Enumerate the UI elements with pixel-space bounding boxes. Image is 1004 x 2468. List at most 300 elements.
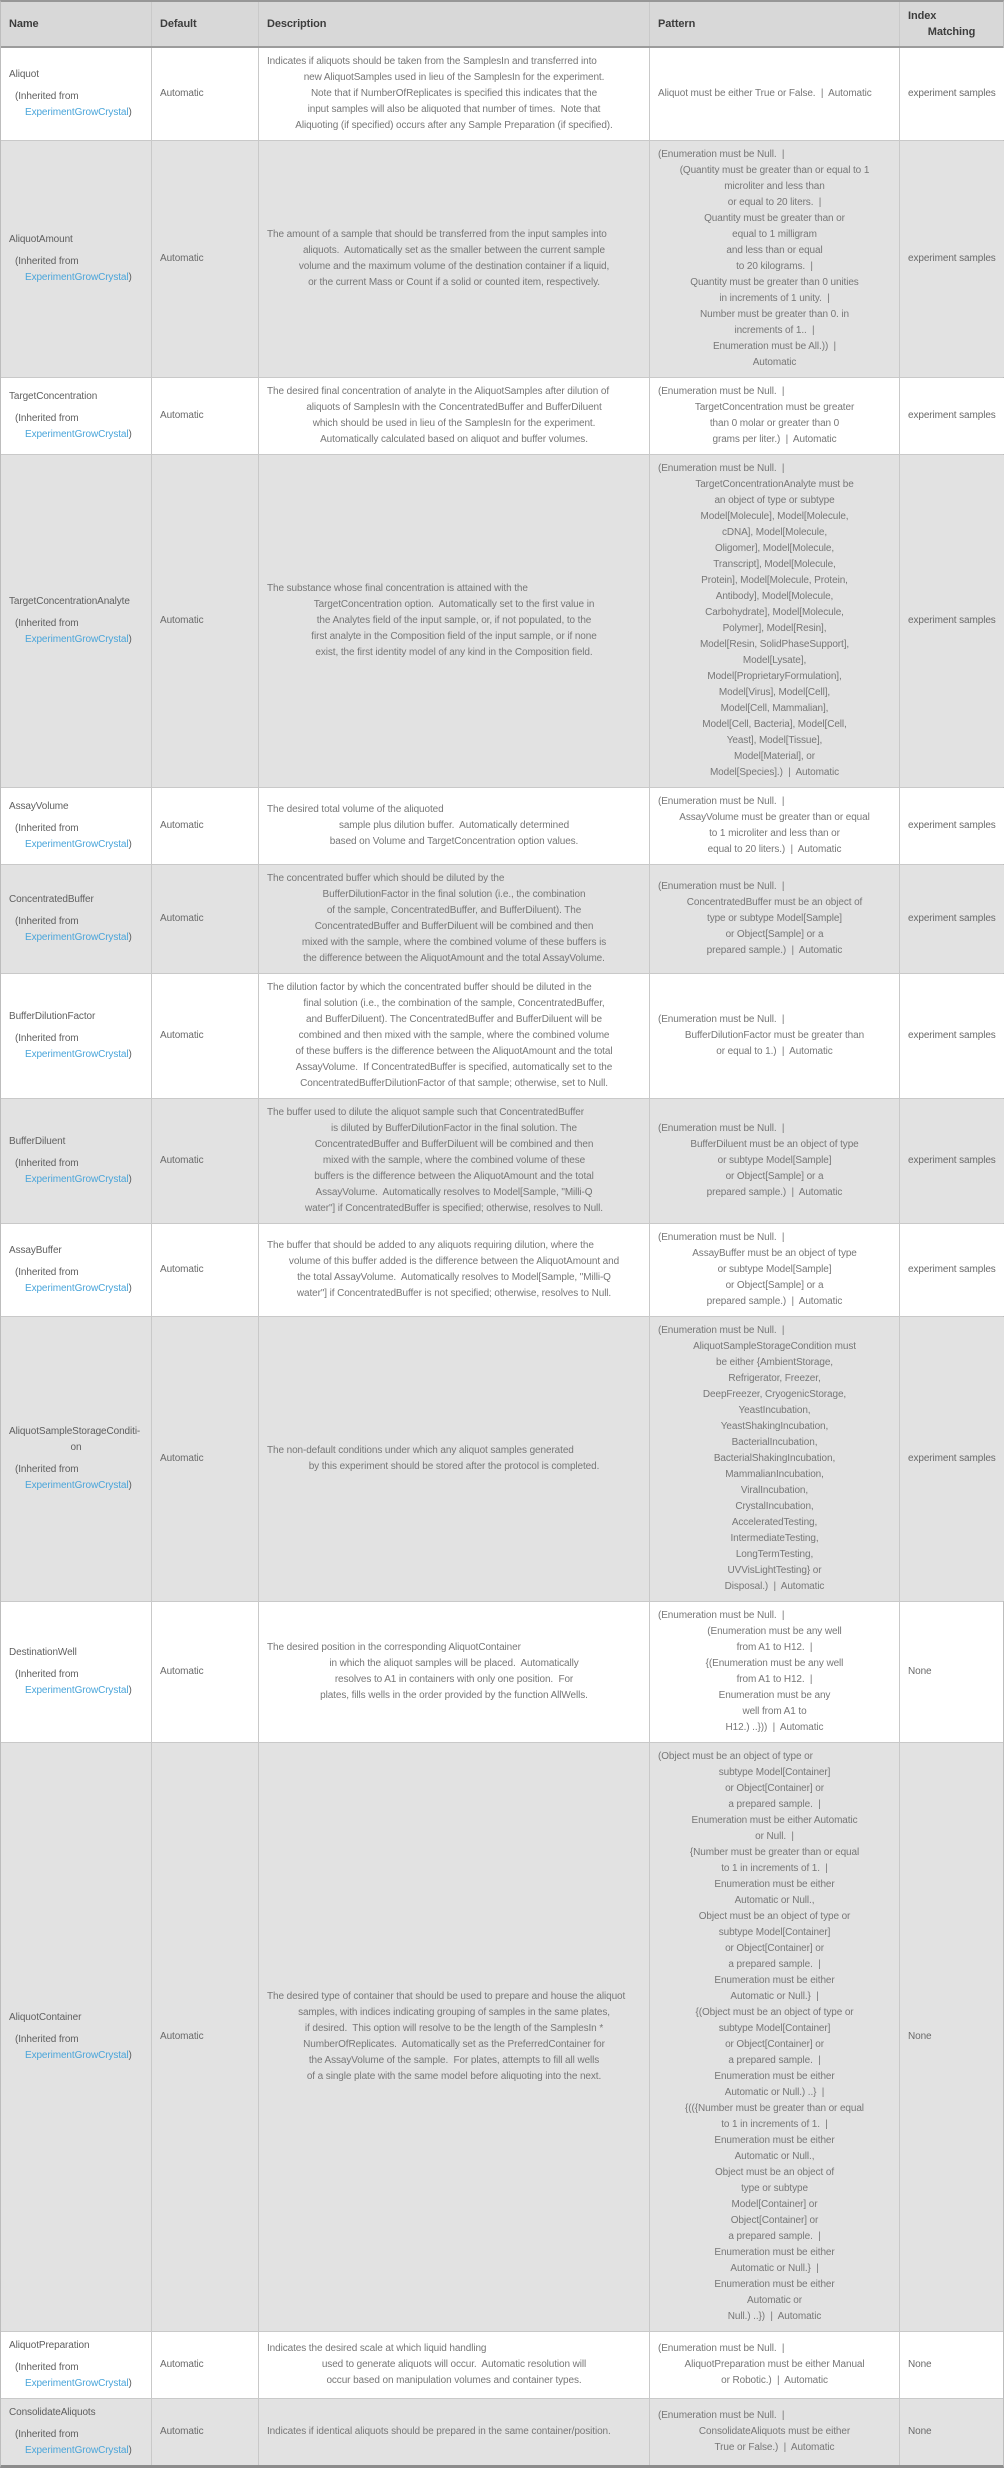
description-line: The buffer that should be added to any aliquots requiring dilution, where the <box>267 1240 594 1251</box>
name-cell <box>1 788 152 864</box>
name-cell <box>1 1317 152 1601</box>
option-name-line: AssayVolume <box>9 801 69 812</box>
header-name <box>1 2 152 46</box>
default-cell <box>152 48 259 140</box>
pattern-cell <box>650 1224 900 1316</box>
option-name <box>9 2010 143 2026</box>
inherited-link[interactable]: ExperimentGrowCrystal <box>25 429 129 440</box>
option-name <box>9 1424 143 1456</box>
pattern-line: Model[Resin, SolidPhaseSupport], <box>699 639 850 650</box>
pattern-line: {(({Number must be greater than or equal <box>685 2103 864 2114</box>
pattern-line: BacterialIncubation, <box>731 1437 818 1448</box>
inherited-from-line <box>9 1047 143 1063</box>
pattern-line: Polymer], Model[Resin], <box>722 623 827 634</box>
inherited-link[interactable]: ExperimentGrowCrystal <box>25 1174 129 1185</box>
inherited-from-label: (Inherited from <box>15 823 79 834</box>
pattern-line: Model[Cell, Mammalian], <box>720 703 829 714</box>
description-line: BufferDilutionFactor in the final solution (i.e., the combination <box>322 889 586 900</box>
option-name-line: ConcentratedBuffer <box>9 894 94 905</box>
pattern-line: Antibody], Model[Molecule, <box>715 591 834 602</box>
default-cell <box>152 2332 259 2398</box>
description-line: mixed with the sample, where the combined volume of these <box>322 1155 586 1166</box>
pattern-line: type or subtype Model[Sample] <box>707 913 842 924</box>
inherited-close-paren: ) <box>128 1283 132 1294</box>
header-index-matching <box>900 2 1003 46</box>
index-matching-cell <box>900 378 1004 454</box>
description-line: ConcentratedBuffer and BufferDiluent will be combined and then <box>314 1139 594 1150</box>
pattern-line: or Object[Sample] or a <box>725 929 824 940</box>
pattern-cell <box>650 48 900 140</box>
pattern-line: increments of 1.. | <box>734 325 815 336</box>
pattern-line: ConcentratedBuffer must be an object of <box>686 897 863 908</box>
index-matching-value: experiment samples <box>908 1453 996 1464</box>
pattern-line: (Enumeration must be any well <box>707 1626 842 1637</box>
index-matching-cell <box>900 141 1004 377</box>
description-line: The concentrated buffer which should be diluted by the <box>267 873 505 884</box>
name-cell <box>1 1099 152 1223</box>
pattern-line: Model[Lysate], <box>742 655 807 666</box>
pattern-line: {(Enumeration must be any well <box>705 1658 844 1669</box>
pattern-line: BacterialShakingIncubation, <box>713 1453 836 1464</box>
description-line: the AssayVolume of the sample. For plates, attempts to fill all wells <box>308 2055 600 2066</box>
description-line: Aliquoting (if specified) occurs after any Sample Preparation (if specified). <box>295 120 613 131</box>
inherited-link[interactable]: ExperimentGrowCrystal <box>25 2445 129 2456</box>
inherited-from-line <box>9 632 143 648</box>
index-matching-value: experiment samples <box>908 615 996 626</box>
pattern-line: a prepared sample. | <box>728 2055 821 2066</box>
pattern-line: Yeast], Model[Tissue], <box>726 735 823 746</box>
description-cell <box>259 455 650 787</box>
inherited-from-line <box>9 1478 143 1494</box>
inherited-close-paren: ) <box>128 839 132 850</box>
index-matching-value: None <box>908 2359 932 2370</box>
index-matching-value: None <box>908 1666 932 1677</box>
option-name <box>9 389 143 405</box>
header-description <box>259 2 650 46</box>
name-cell <box>1 865 152 973</box>
pattern-line: Model[Virus], Model[Cell], <box>718 687 831 698</box>
index-matching-value: None <box>908 2426 932 2437</box>
pattern-line: Enumeration must be either <box>714 2135 835 2146</box>
inherited-link[interactable]: ExperimentGrowCrystal <box>25 2378 129 2389</box>
description-line: volume and the maximum volume of the destination container if a liquid, <box>298 261 610 272</box>
option-name-line: Aliquot <box>9 69 39 80</box>
inherited-link[interactable]: ExperimentGrowCrystal <box>25 272 129 283</box>
pattern-line: a prepared sample. | <box>728 1799 821 1810</box>
pattern-line: Refrigerator, Freezer, <box>728 1373 821 1384</box>
option-name <box>9 1243 143 1259</box>
option-name-line: AliquotPreparation <box>9 2340 90 2351</box>
inherited-from-label: (Inherited from <box>15 413 79 424</box>
description-line: Note that if NumberOfReplicates is specified this indicates that the <box>310 88 598 99</box>
inherited-close-paren: ) <box>128 429 132 440</box>
default-cell <box>152 455 259 787</box>
pattern-line: Disposal.) | Automatic <box>724 1581 825 1592</box>
pattern-cell <box>650 974 900 1098</box>
inherited-close-paren: ) <box>128 272 132 283</box>
index-matching-value: experiment samples <box>908 410 996 421</box>
description-cell <box>259 865 650 973</box>
description-line: Automatically calculated based on aliquot and buffer volumes. <box>320 434 588 445</box>
inherited-close-paren: ) <box>128 1480 132 1491</box>
description-line: The dilution factor by which the concentrated buffer should be diluted in the <box>267 982 592 993</box>
table-row <box>1 1602 1003 1743</box>
index-matching-cell <box>900 455 1004 787</box>
pattern-line: grams per liter.) | Automatic <box>712 434 837 445</box>
description-line: The desired final concentration of analyte in the AliquotSamples after dilution of <box>267 386 610 397</box>
inherited-from-label: (Inherited from <box>15 256 79 267</box>
description-cell <box>259 974 650 1098</box>
description-line: TargetConcentration option. Automatically set to the first value in <box>313 599 595 610</box>
inherited-close-paren: ) <box>128 107 132 118</box>
inherited-from-line <box>9 270 143 286</box>
description-cell <box>259 2332 650 2398</box>
description-line: of the sample, ConcentratedBuffer, and BufferDiluent). The <box>326 905 582 916</box>
pattern-line: prepared sample.) | Automatic <box>706 1187 843 1198</box>
description-line: The amount of a sample that should be transferred from the input samples into <box>267 229 607 240</box>
pattern-line: well from A1 to <box>742 1706 807 1717</box>
default-value: Automatic <box>160 615 204 626</box>
inherited-from-label: (Inherited from <box>15 618 79 629</box>
pattern-line: subtype Model[Container] <box>718 1927 831 1938</box>
inherited-link[interactable]: ExperimentGrowCrystal <box>25 839 129 850</box>
description-line: The non-default conditions under which any aliquot samples generated <box>267 1445 574 1456</box>
pattern-cell <box>650 455 900 787</box>
description-line: which should be used in lieu of the SamplesIn for the experiment. <box>312 418 596 429</box>
description-line: by this experiment should be stored after the protocol is completed. <box>308 1461 600 1472</box>
default-value: Automatic <box>160 1264 204 1275</box>
inherited-from-label: (Inherited from <box>15 1158 79 1169</box>
description-line: is diluted by BufferDilutionFactor in the final solution. The <box>331 1123 577 1134</box>
name-cell <box>1 1224 152 1316</box>
pattern-line: Enumeration must be either <box>714 2247 835 2258</box>
option-name-line: TargetConcentration <box>9 391 98 402</box>
inherited-close-paren: ) <box>128 932 132 943</box>
option-name-line: AliquotSampleStorageConditi- <box>9 1426 141 1437</box>
table-row <box>1 788 1003 865</box>
pattern-line: microliter and less than <box>724 181 825 192</box>
default-cell <box>152 1224 259 1316</box>
inherited-from-label: (Inherited from <box>15 916 79 927</box>
option-name-line: TargetConcentrationAnalyte <box>9 596 130 607</box>
pattern-line: (Enumeration must be Null. | <box>658 1123 785 1134</box>
name-cell <box>1 1602 152 1742</box>
pattern-line: UVVisLightTesting} or <box>727 1565 822 1576</box>
pattern-line: Object must be an object of type or <box>698 1911 851 1922</box>
description-line: and BufferDiluent). The ConcentratedBuffer and BufferDiluent will be <box>306 1014 602 1025</box>
index-matching-value: experiment samples <box>908 1155 996 1166</box>
header-index-label-line2: Matching <box>927 26 976 38</box>
option-name-line: AliquotContainer <box>9 2012 82 2023</box>
default-cell <box>152 1743 259 2331</box>
default-value: Automatic <box>160 1030 204 1041</box>
pattern-line: MammalianIncubation, <box>725 1469 824 1480</box>
inherited-from-label: (Inherited from <box>15 2034 79 2045</box>
inherited-link[interactable]: ExperimentGrowCrystal <box>25 634 129 645</box>
pattern-cell <box>650 1099 900 1223</box>
description-line: The desired total volume of the aliquoted <box>267 804 444 815</box>
pattern-line: Automatic <box>752 357 797 368</box>
description-cell <box>259 1317 650 1601</box>
default-cell <box>152 1317 259 1601</box>
description-line: Indicates if identical aliquots should be prepared in the same container/position. <box>267 2426 611 2437</box>
index-matching-value: experiment samples <box>908 820 996 831</box>
description-line: samples, with indices indicating grouping of samples in the same plates, <box>298 2007 610 2018</box>
inherited-from-line <box>9 1172 143 1188</box>
inherited-from-line <box>9 837 143 853</box>
option-name <box>9 1009 143 1025</box>
header-default <box>152 2 259 46</box>
pattern-line: H12.) ..})) | Automatic <box>725 1722 824 1733</box>
description-line: sample plus dilution buffer. Automatically determined <box>338 820 570 831</box>
description-line: AssayVolume. Automatically resolves to Model[Sample, "Milli-Q <box>315 1187 593 1198</box>
description-line: used to generate aliquots will occur. Automatic resolution will <box>321 2359 587 2370</box>
pattern-line: Object must be an object of <box>714 2167 835 2178</box>
table-row <box>1 1099 1003 1224</box>
pattern-line: prepared sample.) | Automatic <box>706 1296 843 1307</box>
default-value: Automatic <box>160 2426 204 2437</box>
description-line: NumberOfReplicates. Automatically set as the PreferredContainer for <box>303 2039 605 2050</box>
pattern-line: or Null. | <box>755 1831 794 1842</box>
pattern-line: to 1 in increments of 1. | <box>721 1863 828 1874</box>
option-name <box>9 1645 143 1661</box>
pattern-line: Aliquot must be either True or False. | Automatic <box>658 88 872 99</box>
pattern-line: an object of type or subtype <box>714 495 835 506</box>
default-value: Automatic <box>160 1666 204 1677</box>
inherited-close-paren: ) <box>128 2050 132 2061</box>
pattern-line: Model[Molecule], Model[Molecule, <box>700 511 849 522</box>
default-value: Automatic <box>160 1453 204 1464</box>
description-line: volume of this buffer added is the difference between the AliquotAmount and <box>288 1256 620 1267</box>
pattern-line: or subtype Model[Sample] <box>717 1155 832 1166</box>
description-cell <box>259 2399 650 2465</box>
pattern-line: Automatic or Null., <box>734 2151 815 2162</box>
table-header-row <box>1 2 1003 48</box>
index-matching-cell <box>900 974 1004 1098</box>
inherited-link[interactable]: ExperimentGrowCrystal <box>25 1685 129 1696</box>
pattern-line: Automatic or Null., <box>734 1895 815 1906</box>
pattern-line: Quantity must be greater than or <box>704 213 845 224</box>
pattern-cell <box>650 378 900 454</box>
name-cell <box>1 2399 152 2465</box>
pattern-line: or Object[Container] or <box>725 1943 824 1954</box>
name-cell <box>1 455 152 787</box>
pattern-line: AssayBuffer must be an object of type <box>692 1248 857 1259</box>
index-matching-value: experiment samples <box>908 253 996 264</box>
pattern-line: (Quantity must be greater than or equal to 1 <box>679 165 870 176</box>
pattern-line: or Object[Sample] or a <box>725 1171 824 1182</box>
name-cell <box>1 378 152 454</box>
index-matching-cell <box>900 1099 1004 1223</box>
description-cell <box>259 788 650 864</box>
pattern-line: TargetConcentrationAnalyte must be <box>695 479 854 490</box>
pattern-line: Number must be greater than 0. in <box>699 309 849 320</box>
pattern-line: YeastShakingIncubation, <box>720 1421 829 1432</box>
option-name <box>9 2338 143 2354</box>
default-value: Automatic <box>160 253 204 264</box>
description-line: the difference between the AliquotAmount and the total AssayVolume. <box>303 953 605 964</box>
pattern-line: Enumeration must be All.)) | <box>712 341 837 352</box>
index-matching-cell <box>900 1224 1004 1316</box>
inherited-link[interactable]: ExperimentGrowCrystal <box>25 1480 129 1491</box>
inherited-link[interactable]: ExperimentGrowCrystal <box>25 107 129 118</box>
pattern-line: type or subtype <box>741 2183 808 2194</box>
pattern-line: LongTermTesting, <box>735 1549 814 1560</box>
option-name-line: AssayBuffer <box>9 1245 62 1256</box>
pattern-line: (Enumeration must be Null. | <box>658 2410 785 2421</box>
description-cell <box>259 378 650 454</box>
pattern-line: (Enumeration must be Null. | <box>658 881 785 892</box>
pattern-line: Protein], Model[Molecule, Protein, <box>701 575 848 586</box>
description-line: of these buffers is the difference between the AliquotAmount and the total <box>295 1046 613 1057</box>
description-line: if desired. This option will resolve to be the length of the SamplesIn * <box>304 2023 604 2034</box>
description-line: water"] if ConcentratedBuffer is not specified; otherwise, resolves to Null. <box>296 1288 612 1299</box>
table-row <box>1 1224 1003 1317</box>
index-matching-value: experiment samples <box>908 913 996 924</box>
pattern-cell <box>650 2399 900 2465</box>
inherited-close-paren: ) <box>128 1174 132 1185</box>
pattern-line: to 1 microliter and less than or <box>709 828 840 839</box>
option-name-line: on <box>70 1442 82 1453</box>
inherited-from-label: (Inherited from <box>15 2429 79 2440</box>
pattern-line: (Enumeration must be Null. | <box>658 796 785 807</box>
inherited-from-line <box>9 105 143 121</box>
pattern-line: (Enumeration must be Null. | <box>658 1014 785 1025</box>
pattern-line: prepared sample.) | Automatic <box>706 945 843 956</box>
description-line: combined and then mixed with the sample, where the combined volume <box>298 1030 610 1041</box>
pattern-line: (Enumeration must be Null. | <box>658 386 785 397</box>
option-name-line: BufferDilutionFactor <box>9 1011 96 1022</box>
pattern-line: a prepared sample. | <box>728 1959 821 1970</box>
pattern-cell <box>650 865 900 973</box>
inherited-link[interactable]: ExperimentGrowCrystal <box>25 1049 129 1060</box>
description-cell <box>259 1099 650 1223</box>
default-value: Automatic <box>160 2031 204 2042</box>
description-line: mixed with the sample, where the combined volume of these buffers is <box>301 937 607 948</box>
default-cell <box>152 974 259 1098</box>
pattern-line: Model[Container] or <box>731 2199 818 2210</box>
description-line: the Analytes field of the input sample, or, if not populated, to the <box>316 615 592 626</box>
description-line: exist, the first identity model of any kind in the Composition field. <box>315 647 593 658</box>
index-matching-value: experiment samples <box>908 1030 996 1041</box>
index-matching-cell <box>900 865 1004 973</box>
description-cell <box>259 1602 650 1742</box>
inherited-from-label: (Inherited from <box>15 1669 79 1680</box>
inherited-close-paren: ) <box>128 1049 132 1060</box>
pattern-line: subtype Model[Container] <box>718 2023 831 2034</box>
pattern-line: or equal to 20 liters. | <box>727 197 822 208</box>
inherited-from-label: (Inherited from <box>15 2362 79 2373</box>
table-row <box>1 455 1003 788</box>
description-line: water"] if ConcentratedBuffer is specified; otherwise, resolves to Null. <box>305 1203 603 1214</box>
pattern-line: or subtype Model[Sample] <box>717 1264 832 1275</box>
name-cell <box>1 1743 152 2331</box>
table-row <box>1 2332 1003 2399</box>
pattern-line: or Object[Container] or <box>725 1783 824 1794</box>
inherited-from-line <box>9 1281 143 1297</box>
pattern-line: ConsolidateAliquots must be either <box>698 2426 851 2437</box>
option-name <box>9 799 143 815</box>
description-line: Indicates the desired scale at which liquid handling <box>267 2343 487 2354</box>
header-description-label: Description <box>267 18 327 30</box>
pattern-line: be either {AmbientStorage, <box>716 1357 833 1368</box>
description-line: The desired position in the corresponding AliquotContainer <box>267 1642 521 1653</box>
default-cell <box>152 2399 259 2465</box>
pattern-line: or Robotic.) | Automatic <box>721 2375 828 2386</box>
inherited-from-label: (Inherited from <box>15 1033 79 1044</box>
pattern-line: Automatic or Null.} | <box>730 2263 819 2274</box>
pattern-cell <box>650 141 900 377</box>
pattern-line: ViralIncubation, <box>740 1485 809 1496</box>
index-matching-cell <box>900 1743 1003 2331</box>
pattern-line: YeastIncubation, <box>738 1405 811 1416</box>
table-row <box>1 974 1003 1099</box>
inherited-from-label: (Inherited from <box>15 91 79 102</box>
table-row <box>1 1743 1003 2332</box>
default-value: Automatic <box>160 1155 204 1166</box>
default-cell <box>152 1099 259 1223</box>
index-matching-cell <box>900 48 1004 140</box>
pattern-line: Carbohydrate], Model[Molecule, <box>705 607 844 618</box>
pattern-line: {(Object must be an object of type or <box>695 2007 854 2018</box>
pattern-line: or Object[Container] or <box>725 2039 824 2050</box>
pattern-line: TargetConcentration must be greater <box>694 402 855 413</box>
inherited-from-label: (Inherited from <box>15 1464 79 1475</box>
pattern-line: Model[Cell, Bacteria], Model[Cell, <box>702 719 847 730</box>
name-cell <box>1 48 152 140</box>
inherited-link[interactable]: ExperimentGrowCrystal <box>25 932 129 943</box>
description-line: first analyte in the Composition field of the input sample, or if none <box>311 631 597 642</box>
pattern-line: equal to 20 liters.) | Automatic <box>707 844 842 855</box>
table-row <box>1 378 1003 455</box>
description-line: the total AssayVolume. Automatically resolves to Model[Sample, "Milli-Q <box>297 1272 611 1283</box>
pattern-cell <box>650 1602 900 1742</box>
option-name-line: BufferDiluent <box>9 1136 66 1147</box>
pattern-line: (Enumeration must be Null. | <box>658 2343 785 2354</box>
index-matching-cell <box>900 2399 1003 2465</box>
pattern-line: Model[ProprietaryFormulation], <box>707 671 842 682</box>
pattern-line: Oligomer], Model[Molecule, <box>714 543 835 554</box>
table-row <box>1 48 1003 141</box>
pattern-line: cDNA], Model[Molecule, <box>721 527 828 538</box>
pattern-line: AssayVolume must be greater than or equal <box>679 812 870 823</box>
description-line: or the current Mass or Count if a solid or counted item, respectively. <box>308 277 600 288</box>
inherited-close-paren: ) <box>128 2445 132 2456</box>
pattern-line: Enumeration must be either Automatic <box>691 1815 858 1826</box>
description-line: new AliquotSamples used in lieu of the SamplesIn for the experiment. <box>303 72 605 83</box>
inherited-link[interactable]: ExperimentGrowCrystal <box>25 1283 129 1294</box>
default-value: Automatic <box>160 88 204 99</box>
option-name <box>9 232 143 248</box>
description-line: aliquots. Automatically set as the smaller between the current sample <box>302 245 606 256</box>
table-row <box>1 1317 1003 1602</box>
pattern-cell <box>650 1743 900 2331</box>
pattern-line: from A1 to H12. | <box>736 1674 813 1685</box>
pattern-line: (Enumeration must be Null. | <box>658 149 785 160</box>
pattern-line: BufferDilutionFactor must be greater than <box>684 1030 865 1041</box>
pattern-line: True or False.) | Automatic <box>714 2442 835 2453</box>
pattern-line: from A1 to H12. | <box>736 1642 813 1653</box>
inherited-link[interactable]: ExperimentGrowCrystal <box>25 2050 129 2061</box>
pattern-line: in increments of 1 unity. | <box>719 293 830 304</box>
table-row <box>1 2399 1003 2465</box>
inherited-from-label: (Inherited from <box>15 1267 79 1278</box>
pattern-cell <box>650 788 900 864</box>
pattern-line: (Object must be an object of type or <box>658 1751 813 1762</box>
header-pattern-label: Pattern <box>658 18 696 30</box>
description-cell <box>259 1224 650 1316</box>
description-cell <box>259 1743 650 2331</box>
